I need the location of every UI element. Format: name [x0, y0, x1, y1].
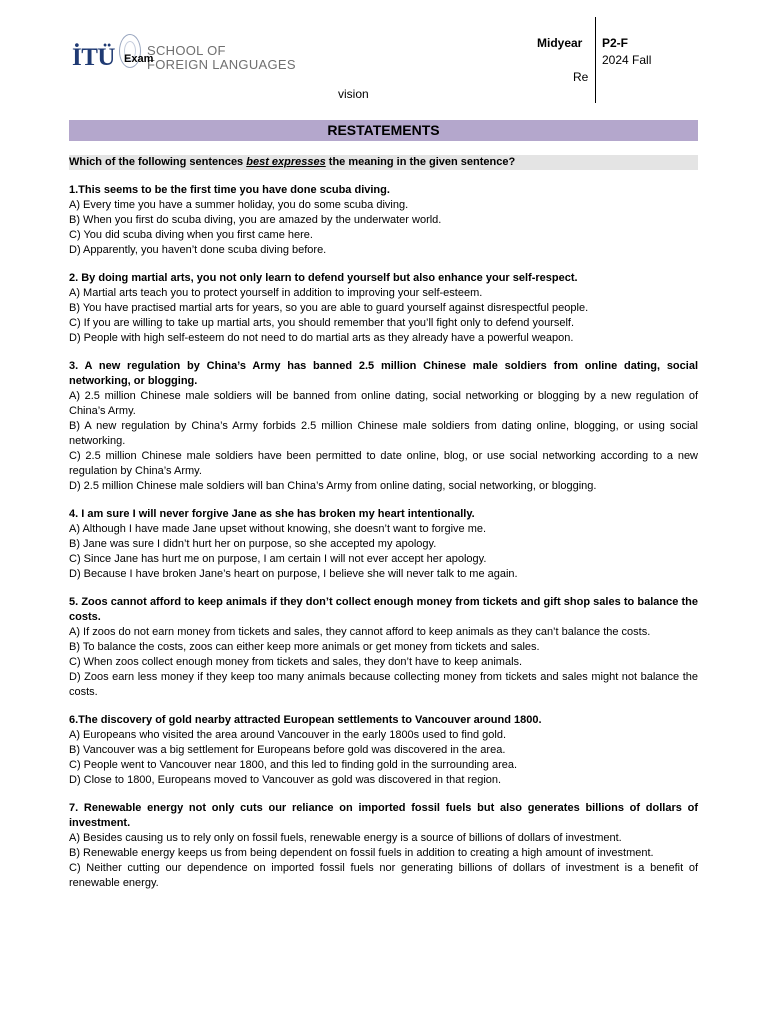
option-b[interactable]: B) Jane was sure I didn’t hurt her on purpose, so she accepted my apology.	[69, 538, 437, 550]
question-stem: 5. Zoos cannot afford to keep animals if they don’t collect enough money from tickets and gift shop sales to balance the costs.	[69, 596, 698, 623]
question-5	[69, 595, 698, 700]
option-c[interactable]: C) Since Jane has hurt me on purpose, I am certain I will not ever accept her apology.	[69, 553, 487, 565]
option-b[interactable]: B) A new regulation by China’s Army forbids 2.5 million Chinese male soldiers from dating online, blogging, or using social networking.	[69, 420, 698, 447]
question-stem: 6.The discovery of gold nearby attracted European settlements to Vancouver around 1800.	[69, 714, 542, 726]
section-title: RESTATEMENTS	[69, 120, 698, 141]
option-c[interactable]: C) You did scuba diving when you first came here.	[69, 229, 313, 241]
question-3	[69, 359, 698, 494]
option-c[interactable]: C) If you are willing to take up martial arts, you should remember that you’ll fight only to defend yourself.	[69, 317, 575, 329]
option-d[interactable]: D) Apparently, you haven’t done scuba diving before.	[69, 244, 327, 256]
header-divider	[595, 17, 596, 103]
question-stem: 7. Renewable energy not only cuts our reliance on imported fossil fuels but also generates billions of dollars of investment.	[69, 802, 698, 829]
instruction	[69, 155, 698, 170]
instruction-emphasis: best expresses	[246, 156, 326, 168]
option-c[interactable]: C) Neither cutting our dependence on imported fossil fuels nor generating billions of dollars of investment is a benefit of renewable energy.	[69, 862, 698, 889]
option-a[interactable]: A) If zoos do not earn money from tickets and sales, they cannot afford to keep animals as they can’t balance the costs.	[69, 626, 651, 638]
option-c[interactable]: C) 2.5 million Chinese male soldiers have been permitted to date online, blog, or use social networking according to a new regulation by China’s Army.	[69, 450, 698, 477]
school-name	[147, 44, 296, 72]
option-b[interactable]: B) When you first do scuba diving, you are amazed by the underwater world.	[69, 214, 442, 226]
option-d[interactable]: D) People with high self-esteem do not need to do martial arts as they already have a powerful weapon.	[69, 332, 574, 344]
option-b[interactable]: B) Renewable energy keeps us from being dependent on fossil fuels in addition to creating a high amount of investment.	[69, 847, 654, 859]
question-stem: 4. I am sure I will never forgive Jane as she has broken my heart intentionally.	[69, 508, 475, 520]
option-d[interactable]: D) Because I have broken Jane’s heart on purpose, I believe she will never talk to me again.	[69, 568, 518, 580]
option-a[interactable]: A) Every time you have a summer holiday, you do some scuba diving.	[69, 199, 409, 211]
school-name-line2: FOREIGN LANGUAGES	[147, 57, 296, 72]
option-a[interactable]: A) Although I have made Jane upset without knowing, she doesn’t want to forgive me.	[69, 523, 487, 535]
vision-label: vision	[338, 87, 369, 101]
question-stem: 3. A new regulation by China’s Army has banned 2.5 million Chinese male soldiers from online dating, social networking, or blogging.	[69, 360, 698, 387]
school-name-line1: SCHOOL OF	[147, 43, 226, 58]
option-d[interactable]: D) 2.5 million Chinese male soldiers will ban China’s Army from online dating, social networking, or blogging.	[69, 480, 597, 492]
question-6	[69, 713, 698, 788]
option-c[interactable]: C) People went to Vancouver near 1800, and this led to finding gold in the surrounding area.	[69, 759, 518, 771]
question-stem: 1.This seems to be the first time you have done scuba diving.	[69, 184, 390, 196]
option-a[interactable]: A) 2.5 million Chinese male soldiers will be banned from online dating, social networking or blogging by a new regulation of China’s Army.	[69, 390, 698, 417]
exam-term: 2024 Fall	[602, 53, 652, 67]
itu-logo: İTÜ	[72, 44, 115, 71]
question-2	[69, 271, 698, 346]
option-a[interactable]: A) Besides causing us to rely only on fossil fuels, renewable energy is a source of billions of dollars of investment.	[69, 832, 622, 844]
option-a[interactable]: A) Martial arts teach you to protect yourself in addition to improving your self-esteem.	[69, 287, 483, 299]
instruction-after: the meaning in the given sentence?	[325, 156, 516, 168]
re-label: Re	[573, 70, 589, 84]
option-b[interactable]: B) Vancouver was a big settlement for Europeans before gold was discovered in the area.	[69, 744, 506, 756]
question-7	[69, 801, 698, 891]
exam-label: Exam	[124, 53, 154, 65]
question-1	[69, 183, 698, 258]
exam-code: P2-F	[602, 36, 629, 50]
option-d[interactable]: D) Zoos earn less money if they keep too many animals because collecting money from tickets and sales might not balance the costs.	[69, 671, 698, 698]
option-b[interactable]: B) To balance the costs, zoos can either keep more animals or get money from tickets and sales.	[69, 641, 540, 653]
question-4	[69, 507, 698, 582]
question-stem: 2. By doing martial arts, you not only learn to defend yourself but also enhance your self-respect.	[69, 272, 578, 284]
midyear-label: Midyear	[537, 36, 583, 50]
instruction-before: Which of the following sentences	[69, 156, 247, 168]
option-d[interactable]: D) Close to 1800, Europeans moved to Vancouver as gold was discovered in that region.	[69, 774, 502, 786]
option-c[interactable]: C) When zoos collect enough money from tickets and sales, they don’t have to keep animals.	[69, 656, 523, 668]
option-a[interactable]: A) Europeans who visited the area around Vancouver in the early 1800s used to find gold.	[69, 729, 507, 741]
question-list	[69, 183, 698, 904]
option-b[interactable]: B) You have practised martial arts for years, so you are able to guard yourself against disrespectful people.	[69, 302, 589, 314]
